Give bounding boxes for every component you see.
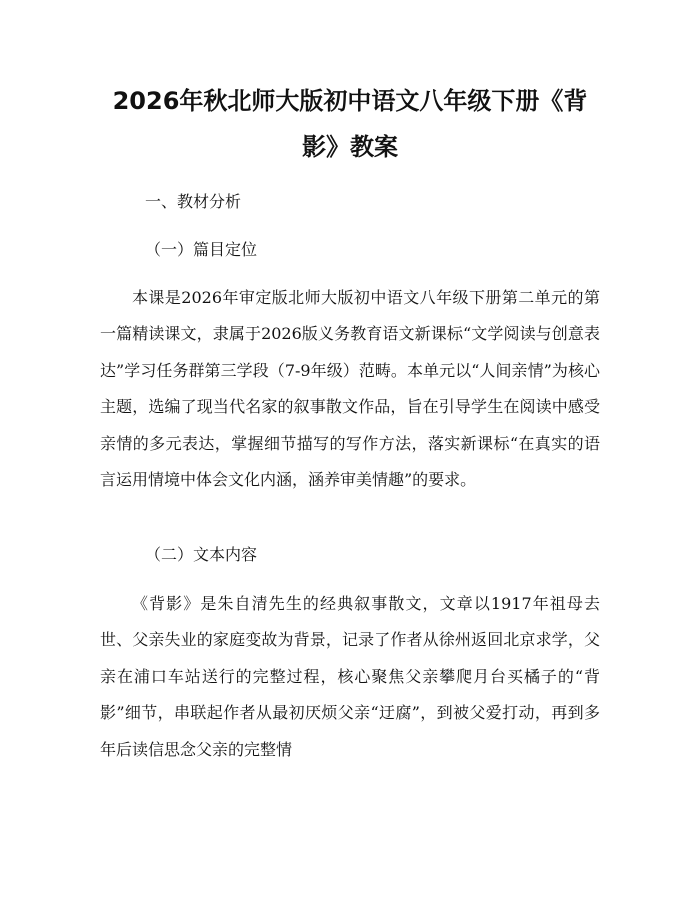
- paragraph-positioning: 本课是2026年审定版北师大版初中语文八年级下册第二单元的第一篇精读课文，隶属于2026版义务教育语文新课标“文学阅读与创意表达”学习任务群第三学段（7-9年级）范畴。本单元以“人间亲情”为核心主题，选编了现当代名家的叙事散文作品，旨在引导学生在阅读中感受亲情的多元表达，掌握细节描写的写作方法，落实新课标“在真实的语言运用情境中体会文化内涵，涵养审美情趣”的要求。: [100, 288, 600, 490]
- subsection-heading-text-content: （二）文本内容: [145, 545, 258, 564]
- document-title: 2026年秋北师大版初中语文八年级下册《背影》教案: [112, 87, 588, 161]
- paragraph-text-content: 《背影》是朱自清先生的经典叙事散文，文章以1917年祖母去世、父亲失业的家庭变故为背景，记录了作者从徐州返回北京求学，父亲在浦口车站送行的完整过程，核心聚焦父亲攀爬月台买橘子的“背影”细节，串联起作者从最初厌烦父亲“迂腐”，到被父爱打动，再到多年后读信思念父亲的完整情: [100, 594, 600, 759]
- subsection-heading-positioning: （一）篇目定位: [145, 240, 258, 259]
- section-heading-textbook-analysis: 一、教材分析: [145, 192, 242, 211]
